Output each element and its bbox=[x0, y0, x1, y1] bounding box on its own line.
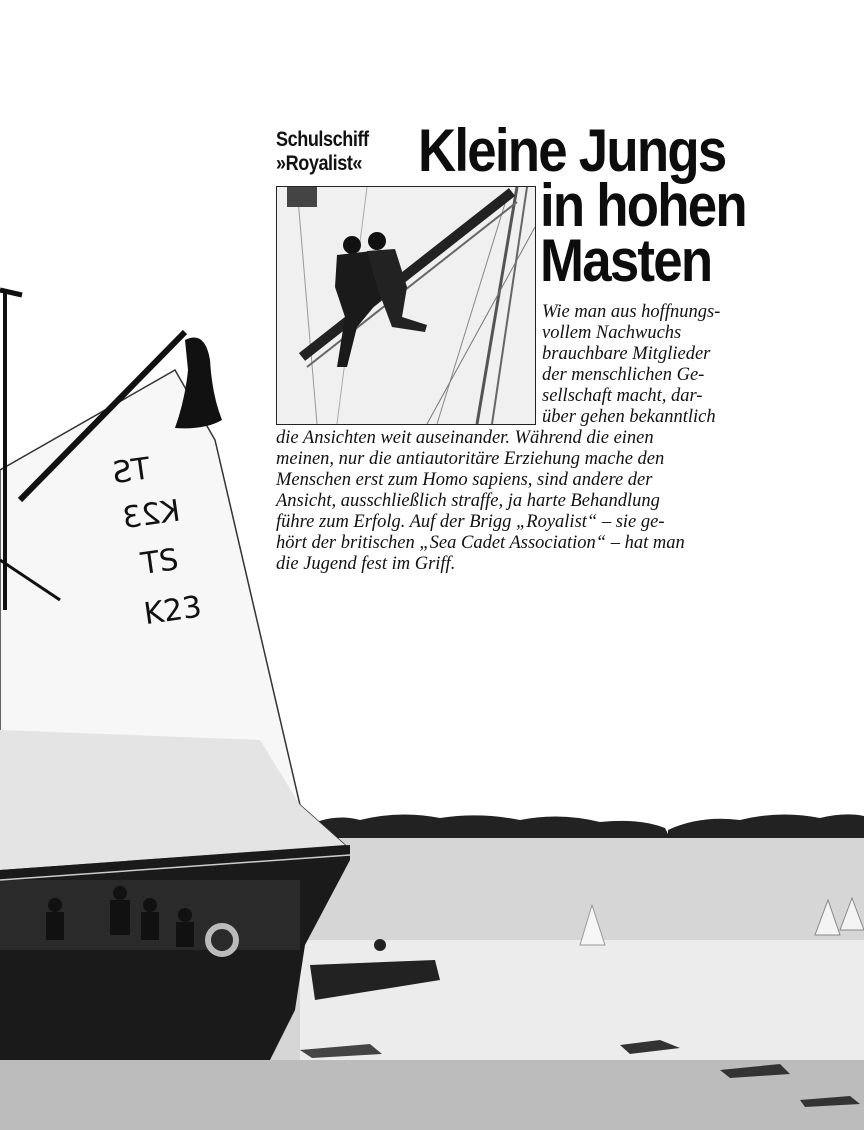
sail-marking-k23: K23 bbox=[141, 589, 204, 633]
sail-markings bbox=[100, 440, 240, 640]
article-line: über gehen bekanntlich bbox=[542, 407, 716, 427]
sail-marking-ts: TS bbox=[138, 542, 181, 583]
sail-marking-ts-mirrored: TS bbox=[110, 451, 153, 492]
article-line: der menschlichen Ge- bbox=[542, 365, 705, 385]
kicker-line-1: Schulschiff bbox=[276, 128, 369, 151]
article-line: hört der britischen „Sea Cadet Association“ – hat man bbox=[276, 533, 685, 553]
article-line: meinen, nur die antiautoritäre Erziehung mache den bbox=[276, 449, 665, 469]
sail-marking-k23-mirrored: K23 bbox=[120, 493, 183, 537]
headline-line-2: in hohen bbox=[540, 172, 746, 239]
article-line: die Ansichten weit auseinander. Während die einen bbox=[276, 428, 654, 448]
headline-line-3: Masten bbox=[540, 227, 712, 294]
headline-line-1: Kleine Jungs bbox=[418, 117, 726, 184]
article-line: Wie man aus hoffnungs- bbox=[542, 302, 721, 322]
article-line: führe zum Erfolg. Auf der Brigg „Royalist“ – sie ge- bbox=[276, 512, 665, 532]
mast-climbers-image bbox=[277, 187, 535, 424]
inset-photo-mast bbox=[276, 186, 536, 425]
article-body bbox=[276, 428, 776, 575]
article-line: sellschaft macht, dar- bbox=[542, 386, 703, 406]
article-intro-wrap bbox=[542, 302, 767, 428]
kicker-line-2: »Royalist« bbox=[276, 152, 363, 175]
article-line: brauchbare Mitglieder bbox=[542, 344, 711, 364]
article-line: die Jugend fest im Griff. bbox=[276, 554, 456, 574]
article-line: Ansicht, ausschließlich straffe, ja harte Behandlung bbox=[276, 491, 660, 511]
article-line: Menschen erst zum Homo sapiens, sind andere der bbox=[276, 470, 653, 490]
article-line: vollem Nachwuchs bbox=[542, 323, 682, 343]
kicker bbox=[276, 128, 396, 176]
